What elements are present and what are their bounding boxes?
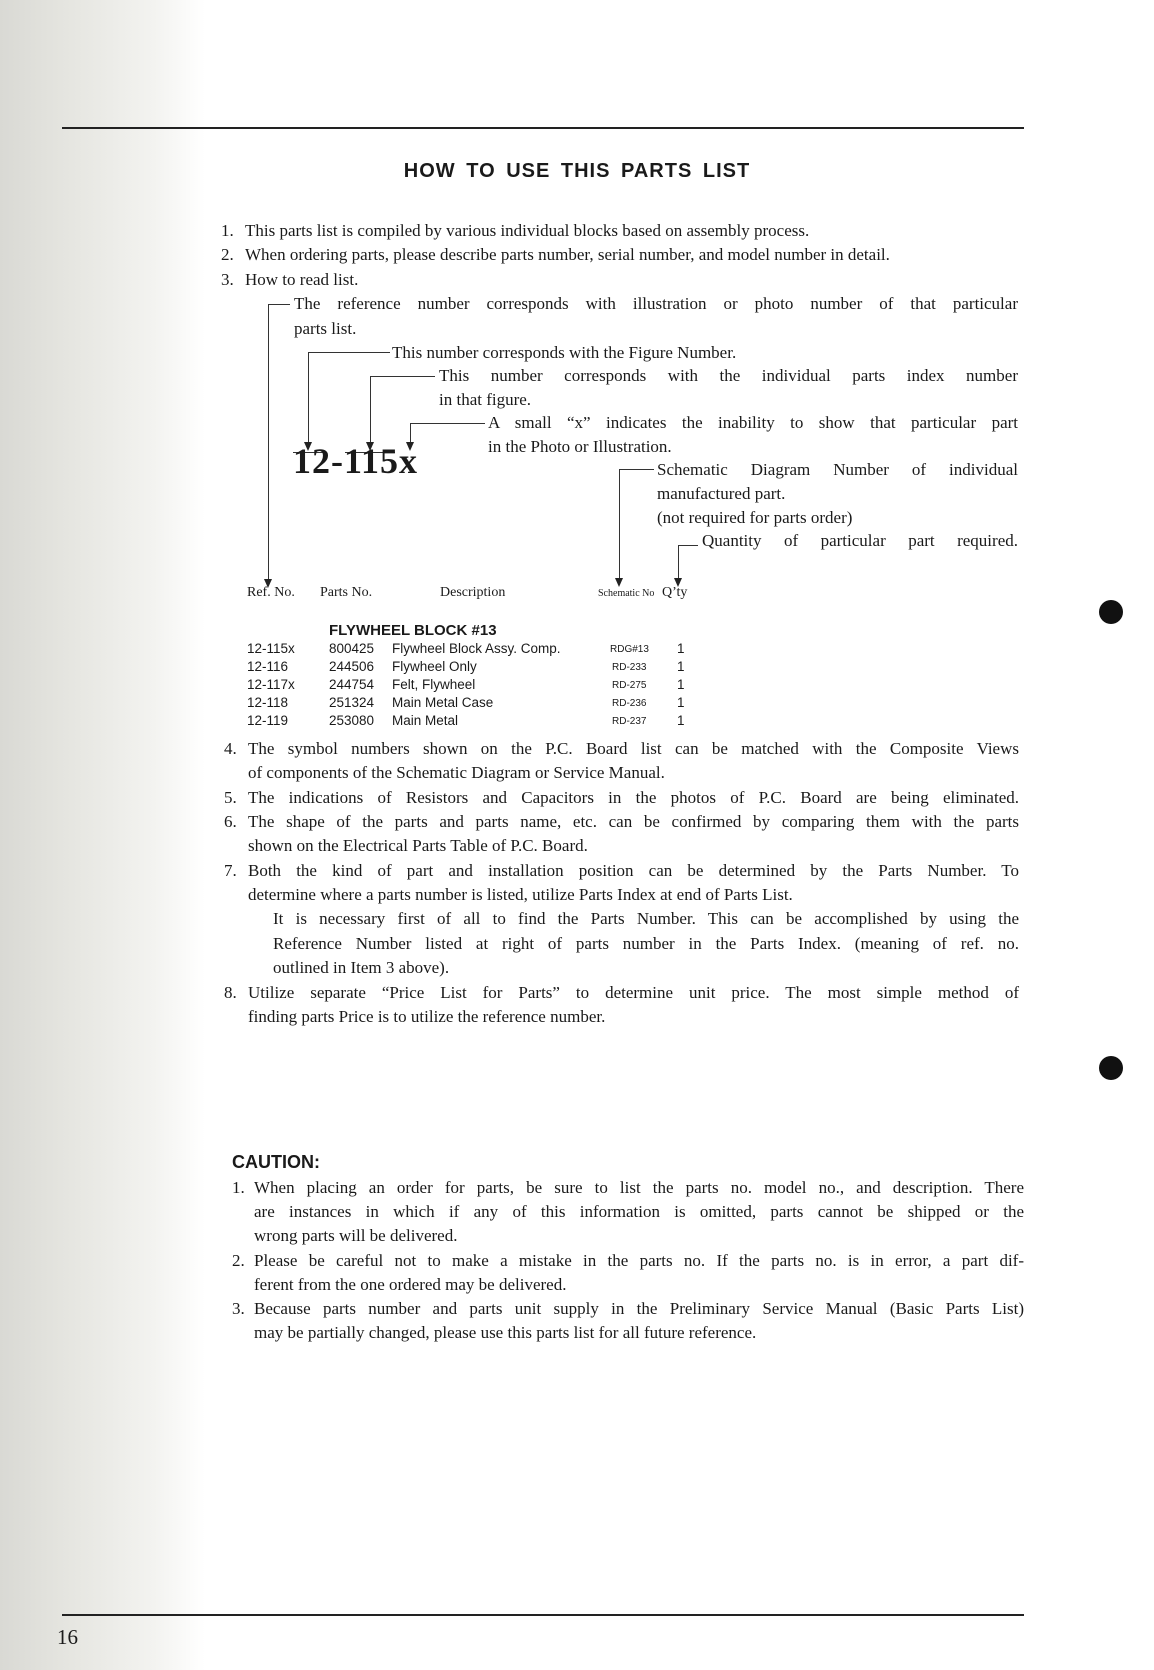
x-note-line1: A small “x” indicates the inability to show that particular part [488,413,1018,432]
binder-hole [1099,600,1123,624]
row-schematic: RD-237 [612,716,647,727]
list-item-line: The symbol numbers shown on the P.C. Board list can be matched with the Composite Views [248,739,1019,758]
schematic-note-line1: Schematic Diagram Number of individual [657,460,1018,479]
row-qty: 1 [677,713,685,728]
caution-item-line: When placing an order for parts, be sure to list the parts no. model no., and description. There [254,1178,1024,1197]
schematic-arrow-icon [615,578,623,587]
ref-explanation-line1: The reference number corresponds with illustration or photo number of that particular [294,294,1018,313]
caution-item-line: Because parts number and parts unit supply in the Preliminary Service Manual (Basic Parts List) [254,1299,1024,1318]
caution-item-line: are instances in which if any of this information is omitted, parts cannot be shipped or the [254,1202,1024,1221]
row-parts: 244754 [329,677,375,692]
top-rule [62,127,1024,129]
list-item-number: 8. [224,983,237,1002]
list-item-number: 6. [224,812,237,831]
row-parts: 244506 [329,659,375,674]
list-item-number: 2. [221,245,234,264]
header-qty: Q’ty [662,585,688,600]
list-item-line: The indications of Resistors and Capacitors in the photos of P.C. Board are being eliminated. [248,788,1019,807]
list-item-extra-line: outlined in Item 3 above). [273,958,450,977]
row-desc: Flywheel Block Assy. Comp. [392,641,561,656]
row-qty: 1 [677,641,685,656]
row-desc: Main Metal Case [392,695,494,710]
row-desc: Felt, Flywheel [392,677,476,692]
figure-note: This number corresponds with the Figure Number. [392,343,737,362]
list-item-extra-line: It is necessary first of all to find the Parts Number. This can be accomplished by using the [273,909,1019,928]
row-qty: 1 [677,695,685,710]
list-item: When ordering parts, please describe parts number, serial number, and model number in detail. [245,245,890,264]
caution-item-line: ferent from the one ordered may be delivered. [254,1275,567,1294]
example-reference-number: 12-115x [293,441,419,481]
caution-title: CAUTION: [232,1152,320,1172]
schematic-bracket-vertical [619,469,620,579]
row-parts: 253080 [329,713,375,728]
list-item-line: of components of the Schematic Diagram or Service Manual. [248,763,665,782]
header-description: Description [440,585,506,600]
x-bracket-top [410,423,485,424]
schematic-note-line3: (not required for parts order) [657,508,853,527]
page-title: HOW TO USE THIS PARTS LIST [403,160,751,182]
header-parts-no: Parts No. [320,585,373,600]
index-bracket-vertical [370,376,371,443]
caution-item-number: 1. [232,1178,245,1197]
index-bracket-top [370,376,435,377]
row-schematic: RD-233 [612,662,647,673]
row-ref: 12-119 [247,713,289,728]
row-ref: 12-116 [247,659,289,674]
row-ref: 12-118 [247,695,289,710]
index-note-line2: in that figure. [439,390,532,409]
row-ref: 12-117x [247,677,295,692]
ref-explanation-line2: parts list. [294,319,357,338]
qty-bracket-vertical [678,545,679,579]
row-qty: 1 [677,659,685,674]
row-parts: 251324 [329,695,375,710]
list-item-number: 5. [224,788,237,807]
schematic-note-line2: manufactured part. [657,484,786,503]
list-item: This parts list is compiled by various individual blocks based on assembly process. [245,221,810,240]
list-item: How to read list. [245,270,359,289]
list-item-number: 1. [221,221,234,240]
row-desc: Flywheel Only [392,659,477,674]
row-qty: 1 [677,677,685,692]
binder-hole [1099,1056,1123,1080]
figure-bracket-vertical [308,352,309,443]
figure-bracket-top [308,352,390,353]
ref-bracket-vertical [268,304,269,580]
block-title: FLYWHEEL BLOCK #13 [329,622,497,639]
index-note-line1: This number corresponds with the individual parts index number [439,366,1018,385]
list-item-line: The shape of the parts and parts name, etc. can be confirmed by comparing them with the parts [248,812,1019,831]
row-parts: 800425 [329,641,375,656]
row-schematic: RD-236 [612,698,647,709]
header-schematic-no: Schematic No [598,588,655,599]
row-schematic: RD-275 [612,680,647,691]
caution-item-line: Please be careful not to make a mistake in the parts no. If the parts no. is in error, a part dif- [254,1251,1024,1270]
qty-note: Quantity of particular part required. [702,531,1018,550]
list-item-line: Utilize separate “Price List for Parts” to determine unit price. The most simple method of [248,983,1019,1002]
row-ref: 12-115x [247,641,295,656]
list-item-line: Both the kind of part and installation position can be determined by the Parts Number. To [248,861,1019,880]
caution-item-line: wrong parts will be delivered. [254,1226,458,1245]
list-item-line: finding parts Price is to utilize the reference number. [248,1007,606,1026]
row-desc: Main Metal [392,713,459,728]
list-item-number: 4. [224,739,237,758]
row-schematic: RDG#13 [610,644,649,655]
caution-item-number: 2. [232,1251,245,1270]
schematic-bracket-top [619,469,654,470]
list-item-line: shown on the Electrical Parts Table of P.C. Board. [248,836,588,855]
qty-bracket-top [678,545,698,546]
scanned-margin [0,0,205,1670]
list-item-number: 7. [224,861,237,880]
caution-item-number: 3. [232,1299,245,1318]
list-item-extra-line: Reference Number listed at right of parts number in the Parts Index. (meaning of ref. no. [273,934,1019,953]
header-ref-no: Ref. No. [247,585,295,600]
caution-item-line: may be partially changed, please use this parts list for all future reference. [254,1323,757,1342]
page-number: 16 [57,1625,78,1649]
list-item-number: 3. [221,270,234,289]
list-item-line: determine where a parts number is listed, utilize Parts Index at end of Parts List. [248,885,793,904]
x-note-line2: in the Photo or Illustration. [488,437,672,456]
ref-bracket-top [268,304,290,305]
bottom-rule [62,1614,1024,1616]
